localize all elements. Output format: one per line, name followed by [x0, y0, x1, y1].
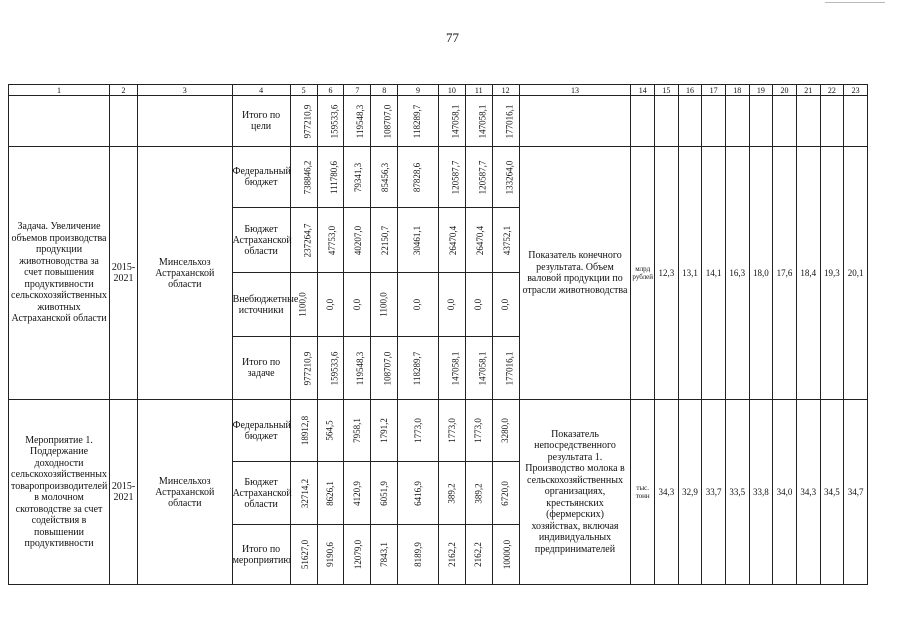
value-cell: 159533,6 — [317, 337, 344, 400]
value-cell: 177016,1 — [492, 96, 519, 147]
col-number: 20 — [773, 85, 797, 96]
value-cell: 133264,0 — [492, 147, 519, 208]
value-cell: 79341,3 — [344, 147, 371, 208]
row-label: Бюджет Астраханской области — [232, 208, 290, 273]
value-cell: 12079,0 — [344, 525, 371, 585]
measure-period: 2015-2021 — [110, 400, 138, 585]
row-label: Внебюджетные источники — [232, 273, 290, 337]
value-cell: 147058,1 — [465, 96, 492, 147]
value-cell: 2162,2 — [465, 525, 492, 585]
col-number: 18 — [725, 85, 749, 96]
empty-cell — [796, 96, 820, 147]
value-cell: 7958,1 — [344, 400, 371, 462]
empty-cell — [820, 96, 844, 147]
value-cell: 26470,4 — [465, 208, 492, 273]
col-number: 21 — [796, 85, 820, 96]
target-value: 17,6 — [773, 147, 797, 400]
col-number: 17 — [702, 85, 726, 96]
value-cell: 22150,7 — [371, 208, 398, 273]
value-cell: 87828,6 — [398, 147, 439, 208]
col-number: 19 — [749, 85, 773, 96]
value-cell: 111780,6 — [317, 147, 344, 208]
target-value: 33,7 — [702, 400, 726, 585]
target-value: 19,3 — [820, 147, 844, 400]
value-cell: 0,0 — [438, 273, 465, 337]
target-value: 13,1 — [678, 147, 702, 400]
goal-total-row — [9, 96, 868, 147]
empty-cell — [655, 96, 679, 147]
value-cell: 147058,1 — [438, 337, 465, 400]
value-cell: 108707,0 — [371, 337, 398, 400]
target-value: 33,8 — [749, 400, 773, 585]
value-cell: 159533,6 — [317, 96, 344, 147]
target-value: 16,3 — [725, 147, 749, 400]
target-value: 18,4 — [796, 147, 820, 400]
value-cell: 118289,7 — [398, 337, 439, 400]
empty-cell — [844, 96, 868, 147]
row-label: Итого по цели — [232, 96, 290, 147]
value-cell: 6051,9 — [371, 462, 398, 525]
value-cell: 10000,0 — [492, 525, 519, 585]
value-cell: 8626,1 — [317, 462, 344, 525]
value-cell: 32714,2 — [290, 462, 317, 525]
value-cell: 147058,1 — [465, 337, 492, 400]
value-cell: 0,0 — [492, 273, 519, 337]
value-cell: 120587,7 — [465, 147, 492, 208]
value-cell: 108707,0 — [371, 96, 398, 147]
target-value: 34,3 — [655, 400, 679, 585]
value-cell: 8189,9 — [398, 525, 439, 585]
value-cell: 738846,2 — [290, 147, 317, 208]
col-number: 10 — [438, 85, 465, 96]
target-value: 20,1 — [844, 147, 868, 400]
value-cell: 120587,7 — [438, 147, 465, 208]
row-label: Итого по мероприятию — [232, 525, 290, 585]
col-number: 9 — [398, 85, 439, 96]
task-executor: Минсельхоз Астраханской области — [137, 147, 232, 400]
col-number: 14 — [631, 85, 655, 96]
indicator-unit: тыс. тонн — [631, 400, 655, 585]
col-number: 12 — [492, 85, 519, 96]
empty-cell — [702, 96, 726, 147]
col-number: 7 — [344, 85, 371, 96]
value-cell: 6720,0 — [492, 462, 519, 525]
measure-row-federal — [9, 400, 868, 462]
row-label: Итого по задаче — [232, 337, 290, 400]
value-cell: 977210,9 — [290, 337, 317, 400]
value-cell: 3280,0 — [492, 400, 519, 462]
value-cell: 26470,4 — [438, 208, 465, 273]
task-row-federal — [9, 147, 868, 208]
value-cell: 389,2 — [438, 462, 465, 525]
value-cell: 118289,7 — [398, 96, 439, 147]
col-number: 15 — [655, 85, 679, 96]
target-value: 12,3 — [655, 147, 679, 400]
target-value: 33,5 — [725, 400, 749, 585]
target-value: 18,0 — [749, 147, 773, 400]
empty-cell — [749, 96, 773, 147]
value-cell: 1100,0 — [371, 273, 398, 337]
measure-description: Мероприятие 1. Поддержание доходности сельскохозяйственных товаропроизводителей в молочном скотоводстве за счет содействия в повышении продуктивности — [9, 400, 110, 585]
indicator-unit: млрд рублей — [631, 147, 655, 400]
page-number: 77 — [446, 30, 459, 45]
value-cell: 0,0 — [317, 273, 344, 337]
col-number: 13 — [519, 85, 631, 96]
value-cell: 1791,2 — [371, 400, 398, 462]
empty-cell — [110, 96, 138, 147]
value-cell: 389,2 — [465, 462, 492, 525]
col-number: 4 — [232, 85, 290, 96]
empty-cell — [9, 96, 110, 147]
value-cell: 43752,1 — [492, 208, 519, 273]
target-value: 34,5 — [820, 400, 844, 585]
value-cell: 0,0 — [465, 273, 492, 337]
target-value: 34,3 — [796, 400, 820, 585]
program-table — [8, 84, 868, 585]
value-cell: 85456,3 — [371, 147, 398, 208]
indicator-description: Показатель конечного результата. Объем валовой продукции по отрасли животноводства — [519, 147, 631, 400]
target-value: 34,0 — [773, 400, 797, 585]
indicator-description: Показатель непосредственного результата 1. Производство молока в сельскохозяйственных организациях, крестьянских (фермерских) хозяйствах, включая индивидуальных предпринимателей — [519, 400, 631, 585]
value-cell: 6416,9 — [398, 462, 439, 525]
value-cell: 18912,8 — [290, 400, 317, 462]
row-label: Федеральный бюджет — [232, 400, 290, 462]
value-cell: 40207,0 — [344, 208, 371, 273]
value-cell: 9190,6 — [317, 525, 344, 585]
value-cell: 0,0 — [344, 273, 371, 337]
target-value: 32,9 — [678, 400, 702, 585]
value-cell: 237264,7 — [290, 208, 317, 273]
target-value: 14,1 — [702, 147, 726, 400]
value-cell: 1773,0 — [465, 400, 492, 462]
column-number-row — [9, 85, 868, 96]
value-cell: 147058,1 — [438, 96, 465, 147]
empty-cell — [137, 96, 232, 147]
col-number: 16 — [678, 85, 702, 96]
top-edge-mark — [825, 2, 885, 3]
col-number: 2 — [110, 85, 138, 96]
value-cell: 1100,0 — [290, 273, 317, 337]
value-cell: 4120,9 — [344, 462, 371, 525]
empty-cell — [631, 96, 655, 147]
col-number: 6 — [317, 85, 344, 96]
col-number: 3 — [137, 85, 232, 96]
value-cell: 1773,0 — [438, 400, 465, 462]
value-cell: 2162,2 — [438, 525, 465, 585]
measure-executor: Минсельхоз Астраханской области — [137, 400, 232, 585]
row-label: Бюджет Астраханской области — [232, 462, 290, 525]
value-cell: 0,0 — [398, 273, 439, 337]
value-cell: 51627,0 — [290, 525, 317, 585]
value-cell: 977210,9 — [290, 96, 317, 147]
col-number: 23 — [844, 85, 868, 96]
col-number: 5 — [290, 85, 317, 96]
row-label: Федеральный бюджет — [232, 147, 290, 208]
value-cell: 7843,1 — [371, 525, 398, 585]
col-number: 1 — [9, 85, 110, 96]
task-description: Задача. Увеличение объемов производства продукции животноводства за счет повышения продуктивности сельскохозяйственных животных Астраханской области — [9, 147, 110, 400]
task-period: 2015-2021 — [110, 147, 138, 400]
col-number: 11 — [465, 85, 492, 96]
value-cell: 1773,0 — [398, 400, 439, 462]
value-cell: 119548,3 — [344, 337, 371, 400]
empty-cell — [725, 96, 749, 147]
value-cell: 30461,1 — [398, 208, 439, 273]
value-cell: 119548,3 — [344, 96, 371, 147]
target-value: 34,7 — [844, 400, 868, 585]
empty-cell — [773, 96, 797, 147]
col-number: 22 — [820, 85, 844, 96]
value-cell: 47753,0 — [317, 208, 344, 273]
value-cell: 177016,1 — [492, 337, 519, 400]
empty-cell — [519, 96, 631, 147]
col-number: 8 — [371, 85, 398, 96]
empty-cell — [678, 96, 702, 147]
value-cell: 564,5 — [317, 400, 344, 462]
